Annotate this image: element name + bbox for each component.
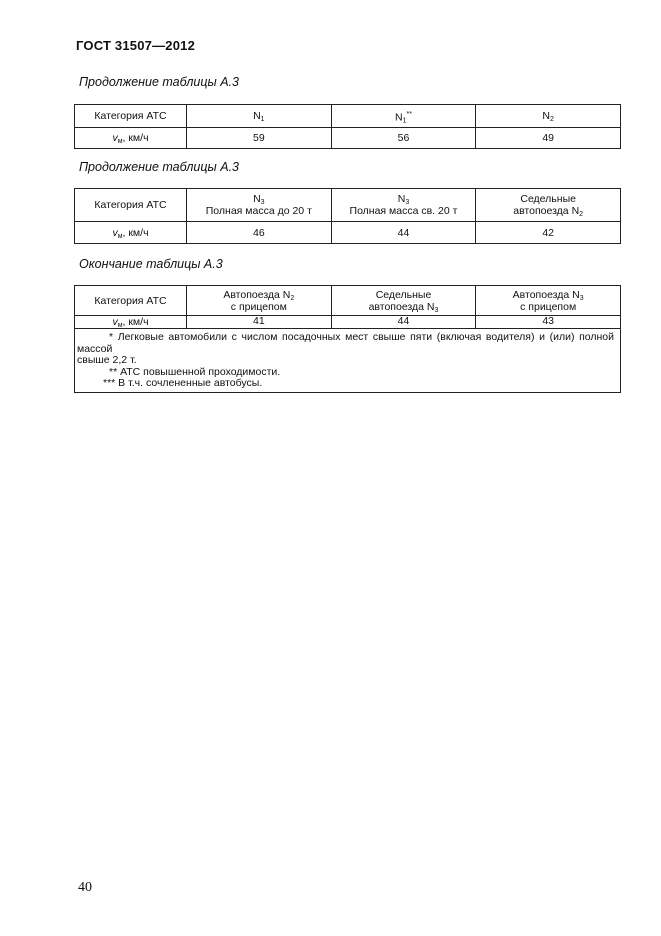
table-column-header: Автопоезда $N_3$ с прицепом [476,286,621,316]
table-column-header: $N_2$ [476,105,621,128]
data-table [74,188,621,244]
footnote: свыше 2,2 т. [77,354,137,366]
table-cell: 46 [187,222,332,244]
table-cell: 44 [331,316,476,329]
table-column-header: $N_1$ [187,105,332,128]
table-cell: 59 [187,128,332,149]
table-head-label: Категория АТС [75,189,187,222]
table-column-header: $N_3$ Полная масса св. 20 т [331,189,476,222]
table-row-label: $v_м$, км/ч [75,222,187,244]
footnote: *** В т.ч. сочлененные автобусы. [103,377,263,389]
table-cell: 41 [187,316,332,329]
page-number: 40 [78,880,92,895]
table-column-header: Седельные автопоезда $N_3$ [331,286,476,316]
table-cell: 44 [331,222,476,244]
table-cell: 42 [476,222,621,244]
data-table [74,285,621,393]
table-caption: Продолжение таблицы А.3 [79,160,239,174]
table-caption: Окончание таблицы А.3 [79,257,223,271]
document-header: ГОСТ 31507—2012 [76,38,195,53]
table-footnotes [75,329,621,393]
table-row-label: $v_м$, км/ч [75,316,187,329]
table-column-header: $N_1^{**}$ [331,105,476,128]
table-column-header: Седельные автопоезда $N_2$ [476,189,621,222]
table-caption: Продолжение таблицы А.3 [79,75,239,89]
data-table [74,104,621,149]
table-column-header: Автопоезда $N_2$ с прицепом [187,286,332,316]
footnote: ** АТС повышенной проходимости. [109,365,281,378]
table-column-header: $N_3$ Полная масса до 20 т [187,189,332,222]
table-head-label: Категория АТС [75,286,187,316]
table-cell: 56 [331,128,476,149]
footnote: * Легковые автомобили с числом посадочных мест свыше пяти (включая водителя) и (или) полной массой [77,331,614,355]
table-cell: 49 [476,128,621,149]
table-head-label: Категория АТС [75,105,187,128]
table-row-label: $v_м$, км/ч [75,128,187,149]
table-cell: 43 [476,316,621,329]
